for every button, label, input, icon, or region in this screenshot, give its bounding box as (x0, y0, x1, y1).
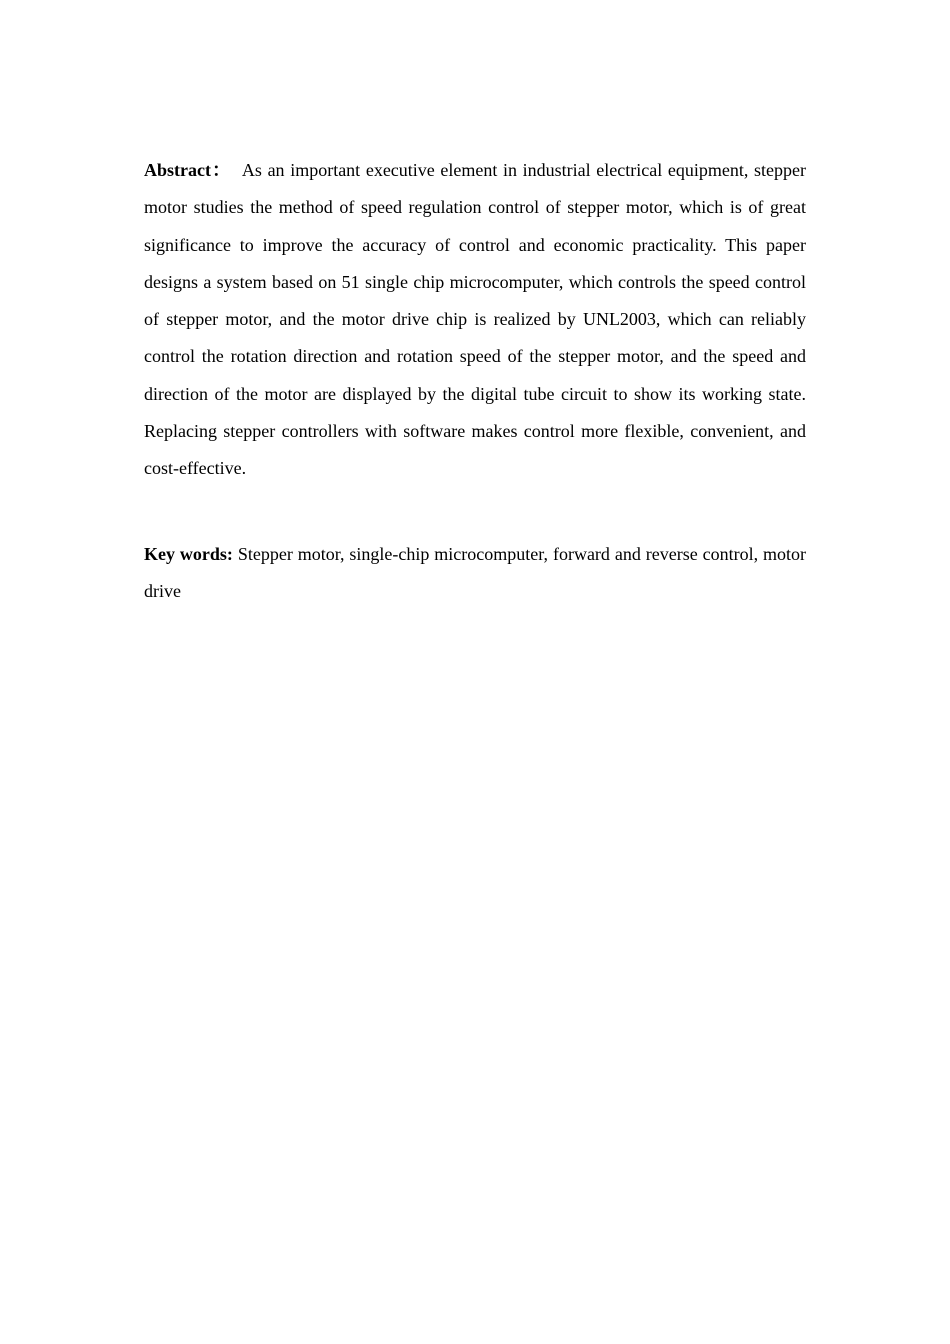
abstract-label-separator: ： (210, 160, 232, 180)
keywords-label: Key words: (144, 543, 233, 564)
keywords-paragraph (144, 536, 806, 611)
abstract-text: As an important executive element in industrial electrical equipment, stepper motor studies the method of speed regulation control of stepper motor, which is of great significance to improve the accuracy of control and economic practicality. This paper designs a system based on 51 single chip microcomputer, which controls the speed control of stepper motor, and the motor drive chip is realized by UNL2003, which can reliably control the rotation direction and rotation speed of the stepper motor, and the speed and direction of the motor are displayed by the digital tube circuit to show its working state. Replacing stepper controllers with software makes control more flexible, convenient, and cost-effective. (144, 160, 806, 479)
keywords-text: Stepper motor, single-chip microcomputer, forward and reverse control, motor drive (144, 543, 806, 601)
abstract-paragraph (144, 152, 806, 488)
abstract-section (144, 152, 806, 610)
abstract-label: Abstract (144, 160, 211, 180)
